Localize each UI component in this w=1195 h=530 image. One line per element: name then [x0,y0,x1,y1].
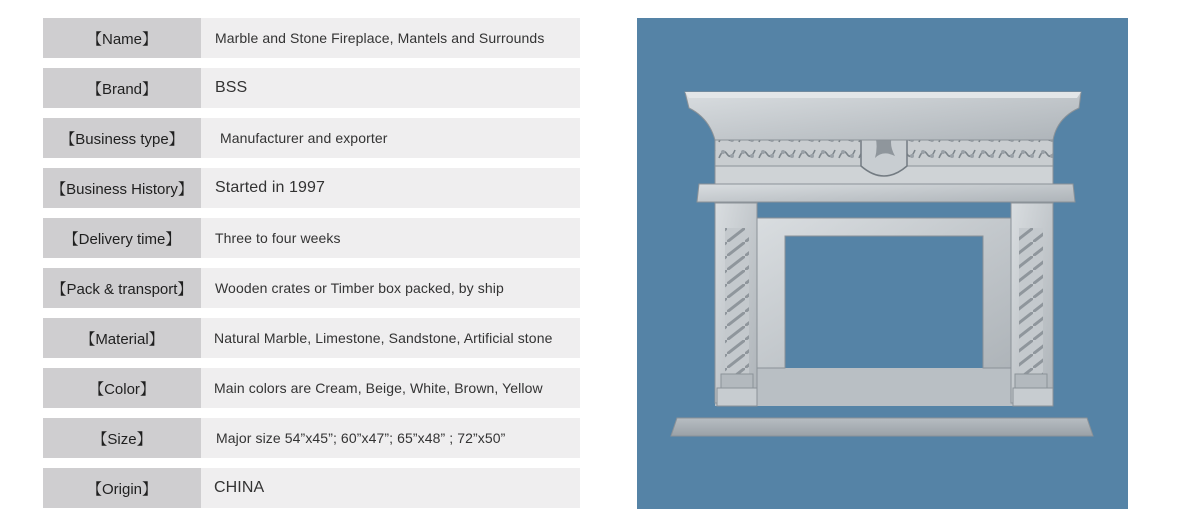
spec-row-material [43,318,580,358]
spec-label: 【Pack & transport】 [43,268,201,308]
spec-label: 【Name】 [43,18,201,58]
spec-row-brand [43,68,580,108]
product-photo [637,18,1128,509]
spec-row-size [43,418,580,458]
spec-label: 【Size】 [43,418,201,458]
spec-label: 【Delivery time】 [43,218,201,258]
fireplace-illustration [637,18,1128,509]
spec-value: Started in 1997 [201,168,580,208]
spec-value: CHINA [201,468,580,508]
spec-value: Natural Marble, Limestone, Sandstone, Artificial stone [201,318,580,358]
spec-row-business-history [43,168,580,208]
spec-label: 【Business type】 [43,118,201,158]
spec-row-delivery-time [43,218,580,258]
spec-label: 【Brand】 [43,68,201,108]
spec-row-name [43,18,580,58]
spec-row-business-type [43,118,580,158]
spec-row-color [43,368,580,408]
spec-value: Manufacturer and exporter [201,118,580,158]
spec-label: 【Color】 [43,368,201,408]
spec-value: BSS [201,68,580,108]
spec-row-pack-transport [43,268,580,308]
spec-value: Marble and Stone Fireplace, Mantels and Surrounds [201,18,580,58]
spec-value: Major size 54”x45”; 60”x47”; 65”x48” ; 72”x50” [201,418,580,458]
spec-label: 【Origin】 [43,468,201,508]
spec-table [43,18,580,518]
spec-value: Wooden crates or Timber box packed, by ship [201,268,580,308]
spec-label: 【Business History】 [43,168,201,208]
spec-value: Main colors are Cream, Beige, White, Brown, Yellow [201,368,580,408]
spec-value: Three to four weeks [201,218,580,258]
spec-row-origin [43,468,580,508]
spec-label: 【Material】 [43,318,201,358]
